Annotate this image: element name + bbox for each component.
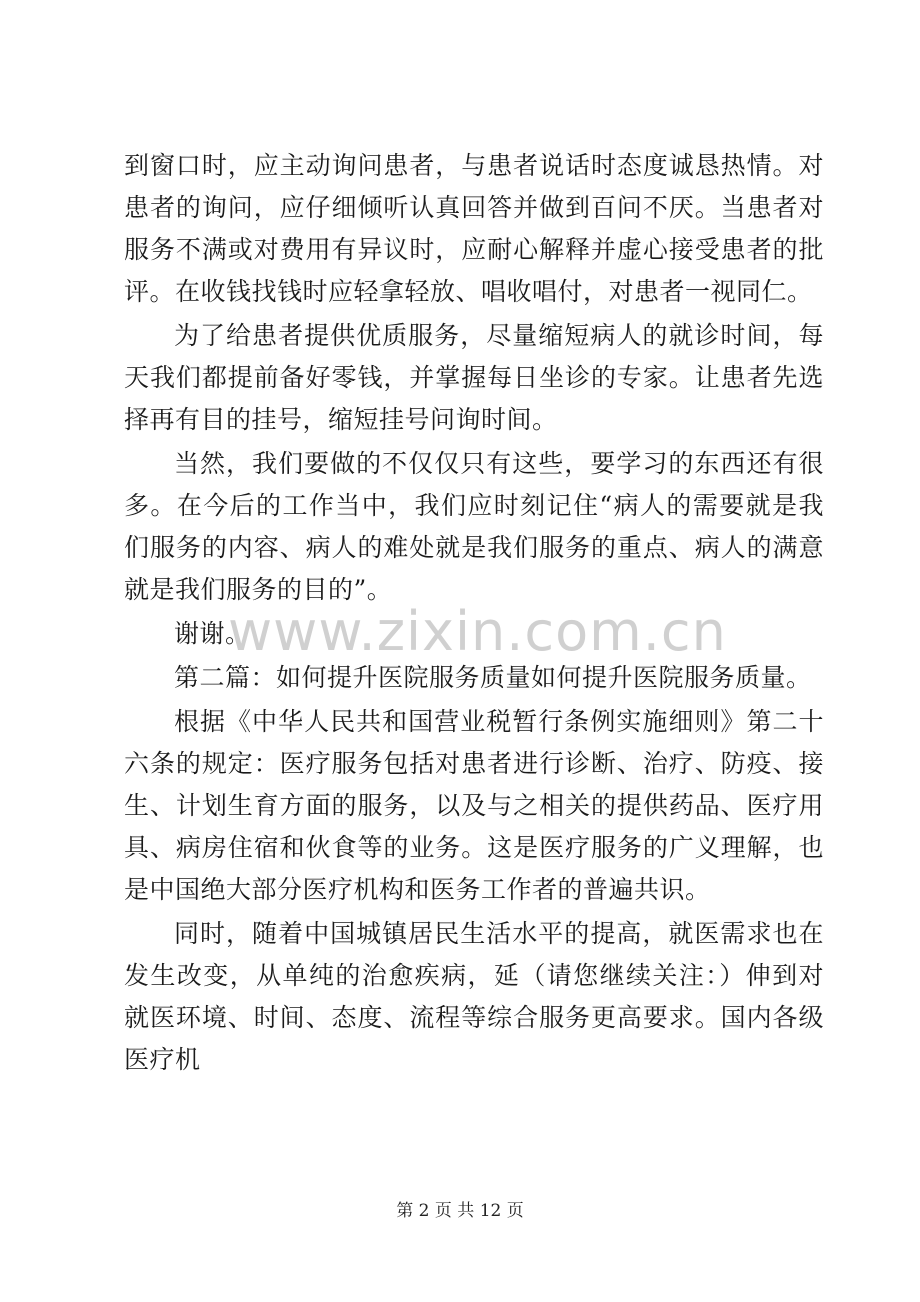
paragraph-3: 当然，我们要做的不仅仅只有这些，要学习的东西还有很多。在今后的工作当中，我们应时刻记住“病人的需要就是我们服务的内容、病人的难处就是我们服务的重点、病人的满意就是我们服务的目的”。 <box>124 449 824 604</box>
paragraph-1: 到窗口时，应主动询问患者，与患者说话时态度诚恳热情。对患者的询问，应仔细倾听认真回答并做到百问不厌。当患者对服务不满或对费用有异议时，应耐心解释并虚心接受患者的批评。在收钱找钱时应轻拿轻放、唱收唱付，对患者一视同仁。 <box>124 151 824 306</box>
paragraph-6: 根据《中华人民共和国营业税暂行条例实施细则》第二十六条的规定：医疗服务包括对患者进行诊断、治疗、防疫、接生、计划生育方面的服务，以及与之相关的提供药品、医疗用具、病房住宿和伙食等的业务。这是医疗服务的广义理解，也是中国绝大部分医疗机构和医务工作者的普遍共识。 <box>124 707 824 904</box>
watermark: www.zixin.com.cn <box>228 600 727 663</box>
paragraph-7: 同时，随着中国城镇居民生活水平的提高，就医需求也在发生改变，从单纯的治愈疾病，延（请您继续关注：）伸到对就医环境、时间、态度、流程等综合服务更高要求。国内各级医疗机 <box>124 919 824 1074</box>
paragraph-4: 谢谢。 <box>174 619 251 648</box>
page-footer: 第 2 页 共 12 页 <box>396 1201 524 1221</box>
document-body <box>124 145 824 1083</box>
paragraph-2: 为了给患者提供优质服务，尽量缩短病人的就诊时间，每天我们都提前备好零钱，并掌握每日坐诊的专家。让患者先选择再有目的挂号，缩短挂号问询时间。 <box>124 321 824 434</box>
section-heading: 第二篇：如何提升医院服务质量如何提升医院服务质量。 <box>174 663 812 692</box>
